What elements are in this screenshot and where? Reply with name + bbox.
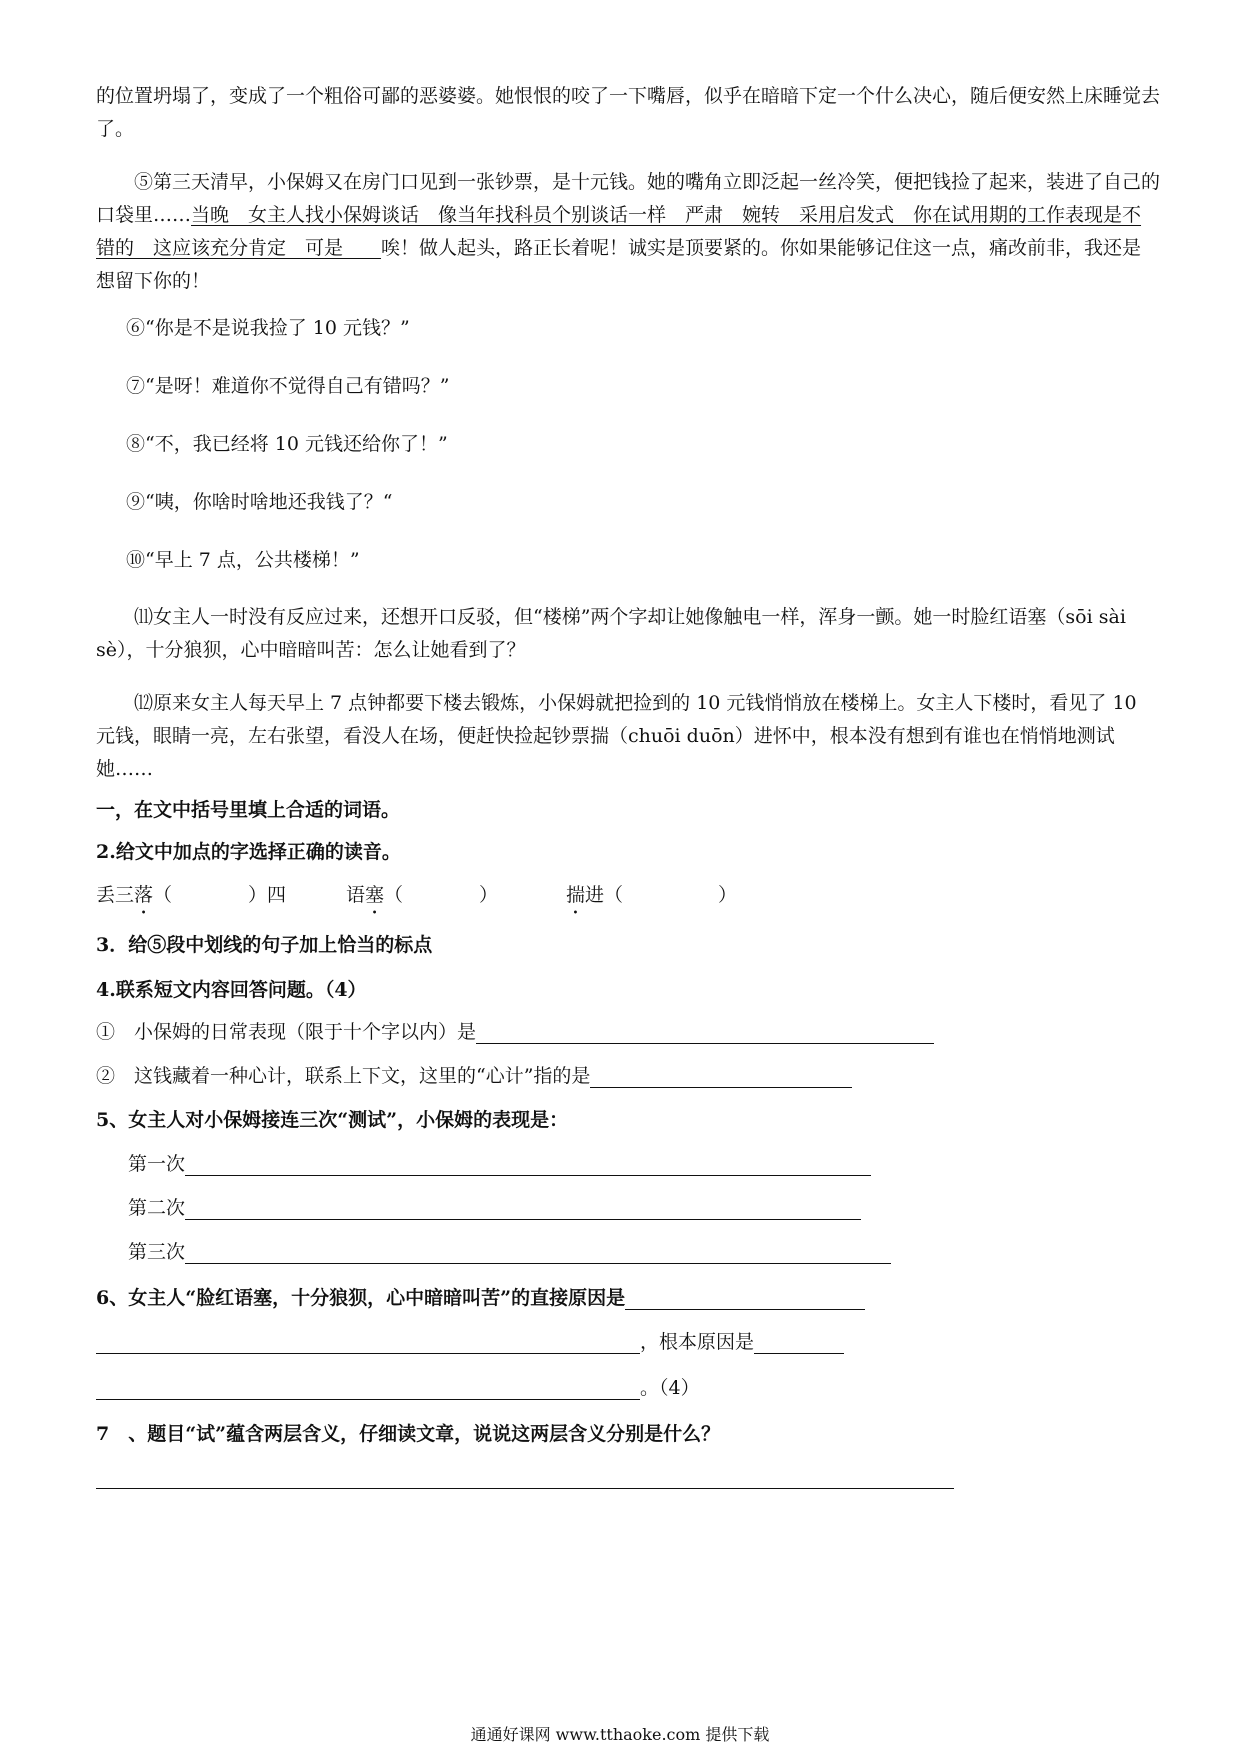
question-2-item-c: 揣进（ ） [566, 880, 737, 907]
question-5-second: 第二次 [128, 1193, 861, 1220]
paragraph-5-text: ⑤第三天清早，小保姆又在房门口见到一张钞票，是十元钱。她的嘴角立即泛起一丝冷笑，便把钱捡了起来，装进了自己的口袋里…… [96, 171, 1161, 226]
question-5-third: 第三次 [128, 1237, 891, 1264]
paragraph-5-text-end: 唉！做人起头，路正长着呢！诚实是顶要紧的。你如果能够记住这一点，痛改前非，我还是想留下你的！ [96, 237, 1142, 292]
question-2: 2.给文中加点的字选择正确的读音。 [96, 841, 401, 863]
paragraph-10: ⑩“早上 7 点，公共楼梯！” [126, 549, 360, 571]
question-2-item-b: 语塞（ ） [346, 880, 498, 907]
question-4-1: ① 小保姆的日常表现（限于十个字以内）是 [96, 1017, 934, 1044]
answer-blank-6-b[interactable] [96, 1377, 640, 1400]
answer-blank-4-2[interactable] [590, 1065, 852, 1088]
answer-blank-6-root[interactable] [754, 1331, 844, 1354]
paragraph-5 [96, 166, 1160, 298]
paragraph-9: ⑨“咦，你啥时啥地还我钱了？“ [126, 491, 393, 513]
question-1: 一，在文中括号里填上合适的词语。 [96, 799, 401, 821]
question-2-item-a: 丢三落（ ）四 [96, 880, 286, 907]
answer-blank-5-2[interactable] [185, 1197, 861, 1220]
question-5: 5、女主人对小保姆接连三次“测试”，小保姆的表现是： [96, 1109, 569, 1131]
paragraph-11: ⑾女主人一时没有反应过来，还想开口反驳，但“楼梯”两个字却让她像触电一样，浑身一颤。她一时脸红语塞（sōi sài sè），十分狼狈，心中暗暗叫苦：怎么让她看到了？ [96, 606, 1126, 661]
dotted-char-c: 揣 [566, 884, 586, 906]
question-3: 3．给⑤段中划线的句子加上恰当的标点 [96, 934, 433, 956]
question-5-first: 第一次 [128, 1149, 871, 1176]
answer-blank-5-1[interactable] [185, 1153, 871, 1176]
paragraph-5-underlined-sentence: 当晚 女主人找小保姆谈话 像当年找科员个别谈话一样 严肃 婉转 采用启发式 你在试用期的工作表现是不错的 这应该充分肯定 可是 [96, 204, 1142, 259]
question-4: 4.联系短文内容回答问题。（4） [96, 979, 367, 1001]
page-footer: 通通好课网 www.tthaoke.com 提供下载 [470, 1725, 770, 1744]
paragraph-7: ⑦“是呀！难道你不觉得自己有错吗？” [126, 375, 450, 397]
dotted-char-a: 落 [134, 884, 154, 906]
answer-blank-4-1[interactable] [476, 1021, 934, 1044]
dotted-char-b: 塞 [365, 884, 385, 906]
answer-blank-6-a[interactable] [96, 1331, 640, 1354]
question-7: 7 、题目“试”蕴含两层含义，仔细读文章，说说这两层含义分别是什么？ [96, 1423, 721, 1445]
question-4-2: ② 这钱藏着一种心计，联系上下文，这里的“心计”指的是 [96, 1061, 852, 1088]
answer-blank-6-direct[interactable] [625, 1287, 865, 1310]
question-6-line-3: 。（4） [96, 1373, 700, 1400]
answer-line-7[interactable] [96, 1488, 954, 1489]
paragraph-12: ⑿原来女主人每天早上 7 点钟都要下楼去锻炼，小保姆就把捡到的 10 元钱悄悄放在楼梯上。女主人下楼时，看见了 10 元钱，眼睛一亮，左右张望，看没人在场，便赶快捡起钞票揣（chuōi duōn）进怀中，根本没有想到有谁也在悄悄地测试她…… [96, 692, 1137, 780]
question-6: 6、女主人“脸红语塞，十分狼狈，心中暗暗叫苦”的直接原因是 [96, 1283, 865, 1310]
paragraph-6: ⑥“你是不是说我捡了 10 元钱？” [126, 317, 410, 339]
paragraph-continuation: 的位置坍塌了，变成了一个粗俗可鄙的恶婆婆。她恨恨的咬了一下嘴唇，似乎在暗暗下定一个什么决心，随后便安然上床睡觉去了。 [96, 85, 1161, 140]
answer-blank-5-3[interactable] [185, 1241, 891, 1264]
paragraph-8: ⑧“不，我已经将 10 元钱还给你了！” [126, 433, 448, 455]
question-6-line-2: ，根本原因是 [96, 1327, 844, 1354]
